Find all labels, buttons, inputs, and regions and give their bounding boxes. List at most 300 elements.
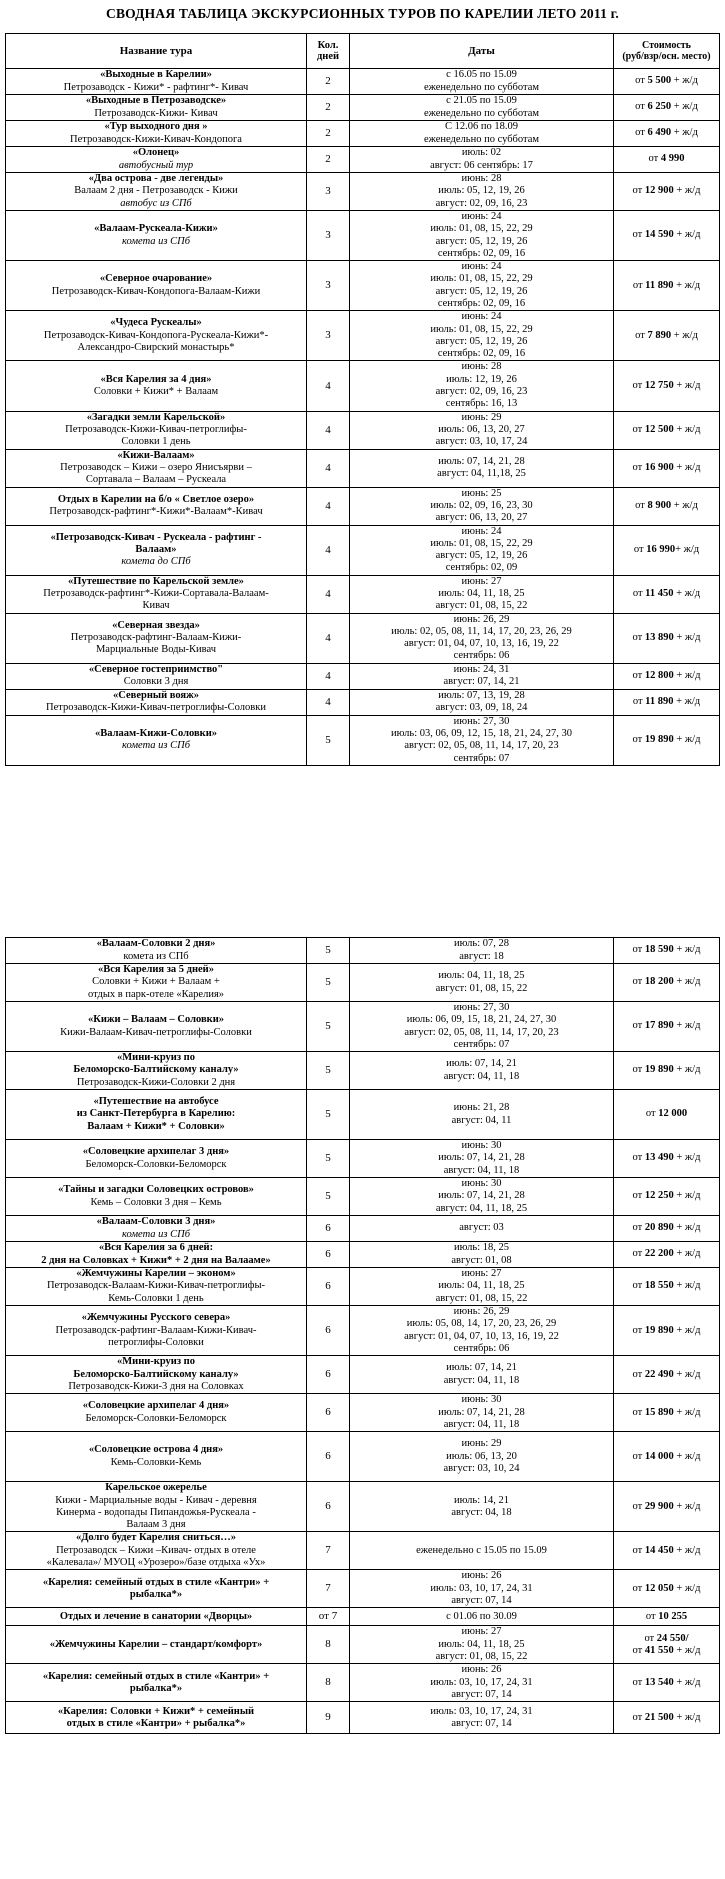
date-line: июль: 07, 14, 21, 28 <box>438 1152 525 1164</box>
date-line: июнь: 28 <box>461 173 502 185</box>
price-prefix: от <box>632 1152 645 1164</box>
date-line: август: 07, 14 <box>451 1717 512 1729</box>
tour-dates-cell <box>350 1306 614 1356</box>
tour-name-line: «Мини-круиз по <box>116 1052 195 1064</box>
tour-days-cell: 9 <box>307 1702 350 1734</box>
tour-dates-cell <box>350 1570 614 1608</box>
price-line <box>616 1611 717 1623</box>
price-suffix: + ж/д <box>673 185 701 197</box>
price-value: 4 990 <box>660 153 685 165</box>
tour-name-line: Карельское ожерелье <box>105 1482 207 1494</box>
price-suffix: + ж/д <box>673 279 701 291</box>
tour-days-cell: 5 <box>307 1140 350 1178</box>
price-prefix: от <box>635 75 648 87</box>
table-row <box>6 1532 720 1570</box>
tour-name-line: «Жемчужины Русского севера» <box>81 1312 231 1324</box>
tour-price-cell <box>614 1482 720 1532</box>
price-suffix: + ж/д <box>673 1248 701 1260</box>
price-value: 14 590 <box>644 229 674 241</box>
tour-name-line: Сортавала – Валаам – Рускеала <box>85 474 227 486</box>
tour-name-line: Кивач <box>142 600 170 612</box>
tour-name-line: «Валаам-Рускеала-Кижи» <box>94 223 218 235</box>
date-line: С 12.06 по 18.09 <box>445 121 518 133</box>
price-value: 11 450 <box>645 587 674 599</box>
date-line: июль: 06, 13, 20, 27 <box>438 423 525 435</box>
tour-dates-cell <box>350 1002 614 1052</box>
tour-dates-cell <box>350 1242 614 1268</box>
price-line <box>616 1451 717 1463</box>
price-suffix: + ж/д <box>673 976 701 988</box>
tour-name-cell <box>6 575 307 613</box>
price-line <box>616 1369 717 1381</box>
tour-name-line: «Северное очарование» <box>99 273 213 285</box>
tour-dates-cell <box>350 1178 614 1216</box>
price-suffix: + ж/д <box>673 696 701 708</box>
price-suffix: + ж/д <box>671 329 698 341</box>
tour-name-line: Петрозаводск-Валаам-Кижи-Кивач-петроглифы- <box>46 1280 266 1292</box>
tour-days-cell: 5 <box>307 1178 350 1216</box>
table-row <box>6 1140 720 1178</box>
price-value: 17 890 <box>644 1020 674 1032</box>
price-value: 6 490 <box>647 127 672 139</box>
tour-price-cell <box>614 964 720 1002</box>
date-line: август: 04, 18 <box>451 1506 512 1518</box>
tour-price-cell <box>614 69 720 95</box>
tour-name-line: «Два острова - две легенды» <box>88 173 224 185</box>
tour-name-cell <box>6 1394 307 1432</box>
tour-name-cell <box>6 1140 307 1178</box>
tour-name-cell <box>6 1532 307 1570</box>
tour-name-cell <box>6 1570 307 1608</box>
price-value: 11 890 <box>645 696 674 708</box>
tour-dates-cell <box>350 1702 614 1734</box>
date-line: июль: 01, 08, 15, 22, 29 <box>430 537 533 549</box>
price-line <box>616 424 717 436</box>
date-line: еженедельно по субботам <box>423 81 540 93</box>
tour-dates-cell <box>350 69 614 95</box>
price-line <box>616 75 717 87</box>
tour-name-cell <box>6 1356 307 1394</box>
price-prefix: от <box>632 423 645 435</box>
price-suffix: + ж/д <box>673 1644 701 1656</box>
tour-name-line: Валаам 3 дня <box>126 1519 186 1531</box>
table-row <box>6 1664 720 1702</box>
tour-price-cell <box>614 1356 720 1394</box>
date-line: июль: 03, 10, 17, 24, 31 <box>430 1705 533 1717</box>
date-line: август: 05, 12, 19, 26 <box>435 550 528 562</box>
tour-name-line: Петрозаводск-Кижи-Кивач-петроглифы- <box>65 423 247 435</box>
date-line: июль: 01, 08, 15, 22, 29 <box>430 223 533 235</box>
tour-dates-cell <box>350 1482 614 1532</box>
tour-days-cell: 6 <box>307 1306 350 1356</box>
price-line <box>616 670 717 682</box>
date-line: август: 07, 14 <box>451 1595 512 1607</box>
table-row <box>6 1482 720 1532</box>
tour-name-line: «Петрозаводск-Кивач - Рускеала - рафтинг - <box>50 531 262 543</box>
table-row <box>6 1268 720 1306</box>
tour-price-cell <box>614 173 720 211</box>
date-line: июль: 07, 14, 21, 28 <box>438 455 525 467</box>
tour-days-cell: 4 <box>307 361 350 411</box>
tour-name-line: Соловки 3 дня <box>123 676 189 688</box>
tour-name-line: «Чудеса Рускеалы» <box>110 317 202 329</box>
table-row <box>6 1356 720 1394</box>
table-row <box>6 1702 720 1734</box>
price-line <box>616 101 717 113</box>
date-line: август: 03, 10, 17, 24 <box>435 436 528 448</box>
date-line: август: 05, 12, 19, 26 <box>435 235 528 247</box>
tour-days-cell: 6 <box>307 1482 350 1532</box>
date-line: июль: 06, 13, 20 <box>446 1450 517 1462</box>
tour-name-line: «Карелия: семейный отдых в стиле «Кантри» + <box>42 1576 270 1588</box>
table-row <box>6 1306 720 1356</box>
tour-dates-cell <box>350 1394 614 1432</box>
price-line <box>616 944 717 956</box>
tour-name-cell <box>6 411 307 449</box>
tour-name-line: Александро-Свирский монастырь* <box>77 341 235 353</box>
tour-price-cell <box>614 938 720 964</box>
header-dates: Даты <box>350 34 614 69</box>
tour-days-cell: 3 <box>307 211 350 261</box>
price-suffix: + ж/д <box>673 1582 701 1594</box>
tour-name-line: Марциальные Воды-Кивач <box>95 644 217 656</box>
tour-price-cell <box>614 715 720 765</box>
tour-name-cell <box>6 1482 307 1532</box>
date-line: июль: 04, 11, 18, 25 <box>438 970 525 982</box>
date-line: август: 03 <box>459 1222 504 1234</box>
price-line <box>616 1501 717 1513</box>
date-line: июль: 05, 08, 14, 17, 20, 23, 26, 29 <box>406 1318 557 1330</box>
tour-name-line: «Соловецкие архипелаг 4 дня» <box>82 1400 230 1412</box>
tour-price-cell <box>614 1052 720 1090</box>
date-line: еженедельно по субботам <box>423 107 540 119</box>
date-line: июль: 01, 08, 15, 22, 29 <box>430 323 533 335</box>
price-suffix: + ж/д <box>673 1020 701 1032</box>
price-line <box>616 1545 717 1557</box>
price-value: 20 890 <box>644 1222 674 1234</box>
table-row <box>6 95 720 121</box>
tour-dates-cell <box>350 1268 614 1306</box>
tour-name-line: «Валаам-Соловки 3 дня» <box>96 1216 216 1228</box>
date-line: июль: 03, 10, 17, 24, 31 <box>430 1676 533 1688</box>
price-prefix: от <box>632 670 645 682</box>
tour-name-line: петроглифы-Соловки <box>108 1336 204 1348</box>
tour-price-cell <box>614 211 720 261</box>
price-line <box>616 1190 717 1202</box>
price-suffix: + ж/д <box>673 632 701 644</box>
tour-price-cell <box>614 689 720 715</box>
date-line: июнь: 24 <box>461 525 502 537</box>
table-row <box>6 1626 720 1664</box>
date-line: еженедельно с 15.05 по 15.09 <box>416 1544 547 1556</box>
tour-days-cell: 4 <box>307 613 350 663</box>
date-line: сентябрь: 16, 13 <box>445 398 518 410</box>
price-prefix: от <box>632 1644 645 1656</box>
tour-dates-cell <box>350 613 614 663</box>
tour-name-line: Кемь-Соловки 1 день <box>108 1292 204 1304</box>
price-line <box>616 153 717 165</box>
price-line <box>616 588 717 600</box>
table-row <box>6 1570 720 1608</box>
date-line: июль: 01, 08, 15, 22, 29 <box>430 273 533 285</box>
price-value: 13 540 <box>644 1676 674 1688</box>
price-line <box>616 1280 717 1292</box>
date-line: июль: 07, 14, 21 <box>446 1362 517 1374</box>
table-row <box>6 1242 720 1268</box>
tour-name-cell <box>6 938 307 964</box>
table-row <box>6 1090 720 1140</box>
date-line: июнь: 29 <box>461 1438 502 1450</box>
tour-name-line: Кинерма - водопады Пипандожья-Рускеала - <box>56 1506 256 1518</box>
date-line: август: 01, 08, 15, 22 <box>435 600 528 612</box>
tours-table-part-2 <box>5 937 720 1734</box>
date-line: июнь: 26 <box>461 1664 502 1676</box>
price-suffix: + ж/д <box>673 1222 701 1234</box>
tour-price-cell <box>614 449 720 487</box>
table-row <box>6 938 720 964</box>
price-value: 18 590 <box>644 944 674 956</box>
tour-days-cell: 6 <box>307 1242 350 1268</box>
tour-days-cell: 2 <box>307 147 350 173</box>
date-line: июль: 07, 13, 19, 28 <box>438 689 525 701</box>
price-suffix: + ж/д <box>671 127 698 139</box>
table-row <box>6 487 720 525</box>
tour-name-line: Беломорск-Соловки-Беломорск <box>85 1412 227 1424</box>
tour-price-cell <box>614 147 720 173</box>
date-line: июль: 02 <box>461 147 502 159</box>
tour-name-line: Беломорско-Балтийскому каналу» <box>73 1368 239 1380</box>
tour-name-cell <box>6 1664 307 1702</box>
price-prefix: от <box>632 1248 645 1260</box>
date-line: еженедельно по субботам <box>423 133 540 145</box>
tour-name-line: «Олонец» <box>132 147 180 159</box>
price-suffix: + ж/д <box>673 379 701 391</box>
tour-name-cell <box>6 311 307 361</box>
tour-name-line: Соловки 1 день <box>121 436 191 448</box>
date-line: сентябрь: 02, 09, 16 <box>437 247 526 259</box>
tour-name-line: Беломорск-Соловки-Беломорск <box>85 1158 227 1170</box>
date-line: с 21.05 по 15.09 <box>446 95 517 107</box>
tour-dates-cell <box>350 938 614 964</box>
price-line <box>616 1407 717 1419</box>
tour-days-cell: 8 <box>307 1664 350 1702</box>
tour-days-cell: 6 <box>307 1394 350 1432</box>
table-row <box>6 663 720 689</box>
tour-name-line: Кемь – Соловки 3 дня – Кемь <box>90 1196 222 1208</box>
price-line <box>616 500 717 512</box>
tour-name-cell <box>6 613 307 663</box>
price-line <box>616 330 717 342</box>
price-line <box>616 1645 717 1657</box>
tour-dates-cell <box>350 689 614 715</box>
price-line <box>616 380 717 392</box>
price-value: 41 550 <box>644 1644 674 1656</box>
tour-price-cell <box>614 1216 720 1242</box>
tour-name-line: Петрозаводск – Кижи – озеро Янисъярви – <box>60 461 252 473</box>
table-row <box>6 69 720 95</box>
date-line: август: 05, 12, 19, 26 <box>435 285 528 297</box>
price-suffix: + ж/д <box>673 734 701 746</box>
tour-name-cell <box>6 663 307 689</box>
price-value: 24 550/ <box>656 1632 689 1644</box>
tour-dates-cell <box>350 173 614 211</box>
tour-days-cell: 4 <box>307 525 350 575</box>
price-line <box>616 1248 717 1260</box>
price-value: 16 990 <box>646 543 676 555</box>
date-line: июнь: 27 <box>461 1626 502 1638</box>
tour-name-line: «Жемчужины Карелии – эконом» <box>76 1268 236 1280</box>
price-value: 12 800 <box>644 670 674 682</box>
price-value: 13 890 <box>644 632 674 644</box>
tour-days-cell: 4 <box>307 663 350 689</box>
price-suffix: + ж/д <box>673 1324 701 1336</box>
price-value: 5 500 <box>647 75 672 87</box>
table-row <box>6 525 720 575</box>
tour-days-cell: от 7 <box>307 1608 350 1626</box>
tour-dates-cell <box>350 487 614 525</box>
tour-price-cell <box>614 411 720 449</box>
price-value: 16 900 <box>644 461 674 473</box>
date-line: июль: 12, 19, 26 <box>446 373 517 385</box>
tour-name-line: «Кижи-Валаам» <box>117 449 195 461</box>
tour-days-cell: 5 <box>307 964 350 1002</box>
tour-name-cell <box>6 1216 307 1242</box>
tour-dates-cell <box>350 1052 614 1090</box>
price-prefix: от <box>632 1280 645 1292</box>
price-prefix: от <box>635 329 648 341</box>
price-line <box>616 1677 717 1689</box>
tour-days-cell: 6 <box>307 1216 350 1242</box>
date-line: июль: 03, 10, 17, 24, 31 <box>430 1582 533 1594</box>
price-value: 18 200 <box>644 976 674 988</box>
tour-days-cell: 4 <box>307 449 350 487</box>
tour-dates-cell <box>350 411 614 449</box>
price-line <box>616 462 717 474</box>
tour-name-cell <box>6 211 307 261</box>
table-row <box>6 147 720 173</box>
price-value: 11 890 <box>645 279 674 291</box>
tour-days-cell: 8 <box>307 1626 350 1664</box>
page-title: СВОДНАЯ ТАБЛИЦА ЭКСКУРСИОННЫХ ТУРОВ ПО КАРЕЛИИ ЛЕТО 2011 г. <box>106 6 619 21</box>
date-line: сентябрь: 02, 09 <box>445 562 518 574</box>
date-line: июль: 06, 09, 15, 18, 21, 24, 27, 30 <box>406 1014 557 1026</box>
tour-name-line: «Вся Карелия за 5 дней» <box>98 964 214 976</box>
price-value: 12 050 <box>644 1582 674 1594</box>
tour-name-line: Петрозаводск-Кижи-Кивач-Кондопога <box>70 133 242 145</box>
tour-days-cell: 4 <box>307 689 350 715</box>
tour-name-line: комета из СПб <box>123 950 189 962</box>
price-suffix: + ж/д <box>673 1368 701 1380</box>
tour-price-cell <box>614 1140 720 1178</box>
date-line: июнь: 21, 28 <box>453 1102 510 1114</box>
tour-name-line: Петрозаводск-Кижи- Кивач <box>94 107 218 119</box>
table-row <box>6 1394 720 1432</box>
tour-name-line: комета из СПб <box>121 235 190 247</box>
price-prefix: от <box>632 696 646 708</box>
price-line <box>616 1633 717 1645</box>
tour-name-cell <box>6 964 307 1002</box>
price-value: 10 255 <box>658 1610 688 1622</box>
tour-name-cell <box>6 69 307 95</box>
tour-name-line: Кижи - Марциальные воды - Кивач - деревня <box>55 1494 257 1506</box>
price-prefix: от <box>632 1450 645 1462</box>
tour-dates-cell <box>350 261 614 311</box>
price-prefix: от <box>645 1610 659 1622</box>
header-days: Кол. дней <box>307 34 350 69</box>
tour-name-line: Петрозаводск-Кижи-3 дня на Соловках <box>68 1380 244 1392</box>
date-line: июнь: 24 <box>461 261 502 273</box>
tour-name-line: «Соловецкие острова 4 дня» <box>88 1444 224 1456</box>
price-prefix: от <box>635 499 648 511</box>
price-line <box>616 127 717 139</box>
price-line <box>616 734 717 746</box>
tour-name-line: автобусный тур <box>118 159 194 171</box>
date-line: июнь: 26 <box>461 1570 502 1582</box>
tour-dates-cell <box>350 147 614 173</box>
table-row <box>6 311 720 361</box>
price-suffix: + ж/д <box>673 423 701 435</box>
date-line: август: 01, 04, 07, 10, 13, 16, 19, 22 <box>404 1330 559 1342</box>
tour-price-cell <box>614 613 720 663</box>
date-line: июнь: 30 <box>461 1140 502 1152</box>
price-prefix: от <box>632 1020 645 1032</box>
tour-days-cell: 3 <box>307 261 350 311</box>
date-line: август: 02, 09, 16, 23 <box>435 385 528 397</box>
tour-days-cell: 7 <box>307 1570 350 1608</box>
tour-name-line: Соловки + Кижи* + Валаам <box>93 385 219 397</box>
price-suffix: + ж/д <box>673 461 701 473</box>
price-prefix: от <box>632 1406 645 1418</box>
date-line: август: 06, 13, 20, 27 <box>435 512 528 524</box>
tour-price-cell <box>614 1432 720 1482</box>
tour-name-cell <box>6 95 307 121</box>
price-suffix: + ж/д <box>673 587 701 599</box>
tour-price-cell <box>614 1532 720 1570</box>
tour-name-line: «Жемчужины Карелии – стандарт/комфорт» <box>49 1638 263 1650</box>
date-line: август: 04, 11 <box>451 1114 512 1126</box>
tour-name-cell <box>6 525 307 575</box>
date-line: август: 04, 11, 18, 25 <box>435 1202 528 1214</box>
tour-name-line: «Выходные в Карелии» <box>100 69 212 81</box>
price-prefix: от <box>632 976 645 988</box>
tour-dates-cell <box>350 1140 614 1178</box>
tour-dates-cell <box>350 95 614 121</box>
date-line: июнь: 27 <box>461 1268 502 1280</box>
price-suffix: + ж/д <box>673 229 701 241</box>
price-line <box>616 1222 717 1234</box>
price-suffix: + ж/д <box>673 670 701 682</box>
price-value: 6 250 <box>647 101 672 113</box>
tour-name-line: Валаам» <box>135 543 177 555</box>
price-prefix: от <box>632 1544 645 1556</box>
tour-days-cell: 7 <box>307 1532 350 1570</box>
tour-name-line: «Путешествие по Карельской земле» <box>68 575 244 587</box>
price-prefix: от <box>632 632 645 644</box>
price-value: 8 900 <box>647 499 672 511</box>
date-line: август: 06 сентябрь: 17 <box>430 159 533 171</box>
price-line <box>616 544 717 556</box>
date-line: июнь: 27, 30 <box>453 1002 510 1013</box>
date-line: июль: 07, 14, 21 <box>446 1058 517 1070</box>
table-row <box>6 1216 720 1242</box>
tour-price-cell <box>614 1242 720 1268</box>
tour-name-cell <box>6 689 307 715</box>
price-value: 12 750 <box>644 379 674 391</box>
table-row <box>6 689 720 715</box>
date-line: август: 03, 10, 24 <box>443 1462 520 1474</box>
price-prefix: от <box>632 1222 645 1234</box>
tour-name-line: Петрозаводск - Кижи* - рафтинг*- Кивач <box>63 81 249 93</box>
